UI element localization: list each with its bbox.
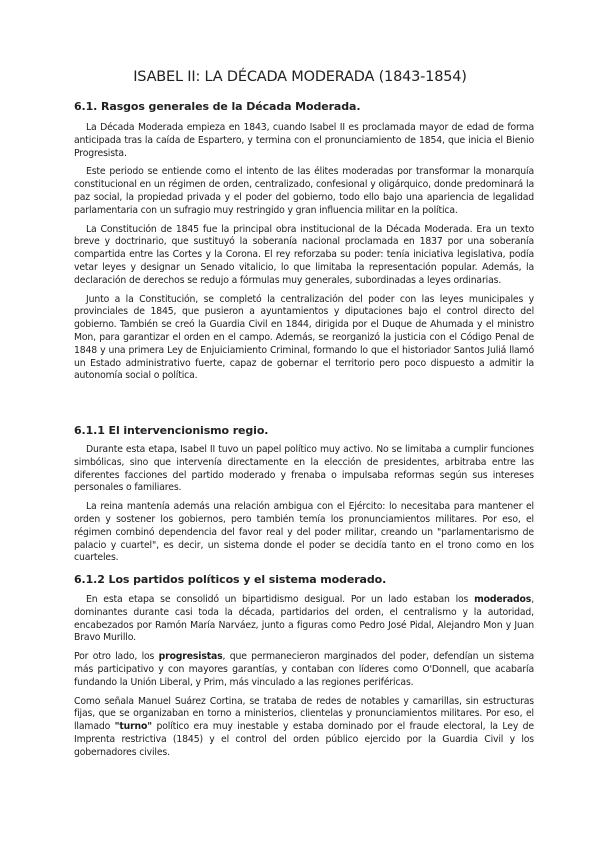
text-run: político era muy inestable y estaba dominado por el fraude electoral, la Ley de Imprenta restrictiva (1845) y el control del orden público ejercido por la Guardia Civil y los gobernadores civiles. [74, 721, 535, 758]
text-run: Como señala Manuel Suárez Cortina, se trataba de redes de notables y camarillas, sin estructuras fijas, que se organizaban en torno a ministerios, clientelas y pronunciamientos militares. Por eso, el llamado [74, 695, 534, 733]
emphasis: progresistas [158, 651, 223, 663]
paragraph: La Constitución de 1845 fue la principal obra institucional de la Década Moderada. Era un texto breve y doctrinario, que sustituyó la soberanía nacional proclamada en 1837 por una soberanía compartida entre las Cortes y la Corona. El rey reforzaba su poder: tenía iniciativa legislativa, podía vetar leyes y designar un Senado vitalicio, lo que limitaba la representación popular. Además, la declaración de derechos se redujo a fórmulas muy generales, subordinadas a leyes ordinarias. [74, 223, 534, 286]
paragraph [74, 594, 534, 645]
emphasis: "turno" [114, 721, 152, 733]
paragraph: Este periodo se entiende como el intento de las élites moderadas por transformar la monarquía constitucional en un régimen de orden, centralizado, confesional y oligárquico, donde predominará la paz social, la propiedad privada y el poder del gobierno, todo ello bajo una apariencia de legalidad parlamentaria con un sufragio muy restringido y gran influencia militar en la política. [74, 166, 534, 216]
section-heading: 6.1.1 El intervencionismo regio. [74, 424, 269, 437]
section-intervencionismo-regio [74, 424, 534, 571]
emphasis: moderados [474, 594, 532, 605]
paragraph [74, 696, 534, 760]
section-heading: 6.1.2 Los partidos políticos y el sistema moderado. [74, 573, 387, 586]
text-run: , que permanecieron marginados del poder, defendían un sistema más participativo y con mayores garantías, y contaban con líderes como O'Donnell, que acabaría fundando la Unión Liberal, y Prim, más vinculado a las regiones periféricas. [74, 651, 534, 688]
text-run: En esta etapa se consolidó un bipartidismo desigual. Por un lado estaban los [86, 594, 475, 605]
document-title: ISABEL II: LA DÉCADA MODERADA (1843-1854) [133, 69, 467, 85]
section-rasgos-generales [74, 100, 534, 389]
section-partidos-politicos [74, 573, 534, 766]
paragraph: Junto a la Constitución, se completó la centralización del poder con las leyes municipales y provinciales de 1845, que pusieron a ayuntamientos y diputaciones bajo el control directo del gobierno. También se creó la Guardia Civil en 1844, dirigida por el Duque de Ahumada y el ministro Mon, para garantizar el orden en el campo. Además, se reorganizó la justicia con el Código Penal de 1848 y una primera Ley de Enjuiciamiento Criminal, formando lo que el historiador Santos Juliá llamó un Estado administrativo fuerte, capaz de gobernar el territorio pero poco dispuesto a admitir la autonomía social o política. [74, 293, 534, 382]
text-run: Por otro lado, los [74, 651, 159, 663]
paragraph: La reina mantenía además una relación ambigua con el Ejército: lo necesitaba para mantener el orden y sostener los gobiernos, pero también temía los pronunciamientos militares. Por eso, el régimen combinó dependencia del favor real y del poder militar, creando un "parlamentarismo de palacio y cuartel", es decir, un sistema donde el poder se decidía tanto en el trono como en los cuarteles. [74, 501, 534, 564]
section-heading: 6.1. Rasgos generales de la Década Moderada. [74, 100, 361, 113]
paragraph: La Década Moderada empieza en 1843, cuando Isabel II es proclamada mayor de edad de forma anticipada tras la caída de Espartero, y termina con el pronunciamiento de 1854, que inicia el Bienio Progresista. [74, 122, 534, 159]
paragraph: Durante esta etapa, Isabel II tuvo un papel político muy activo. No se limitaba a cumplir funciones simbólicas, sino que intervenía directamente en la elección de presidentes, arbitraba entre las diferentes facciones del partido moderado y frenaba o impulsaba reformas según sus intereses personales o familiares. [74, 444, 534, 494]
paragraph [74, 651, 534, 689]
text-run: , dominantes durante casi toda la década, partidarios del orden, el centralismo y la autoridad, encabezados por Ramón María Narváez, junto a figuras como Pedro José Pidal, Alejandro Mon y Juan Bravo Murillo. [74, 594, 534, 644]
